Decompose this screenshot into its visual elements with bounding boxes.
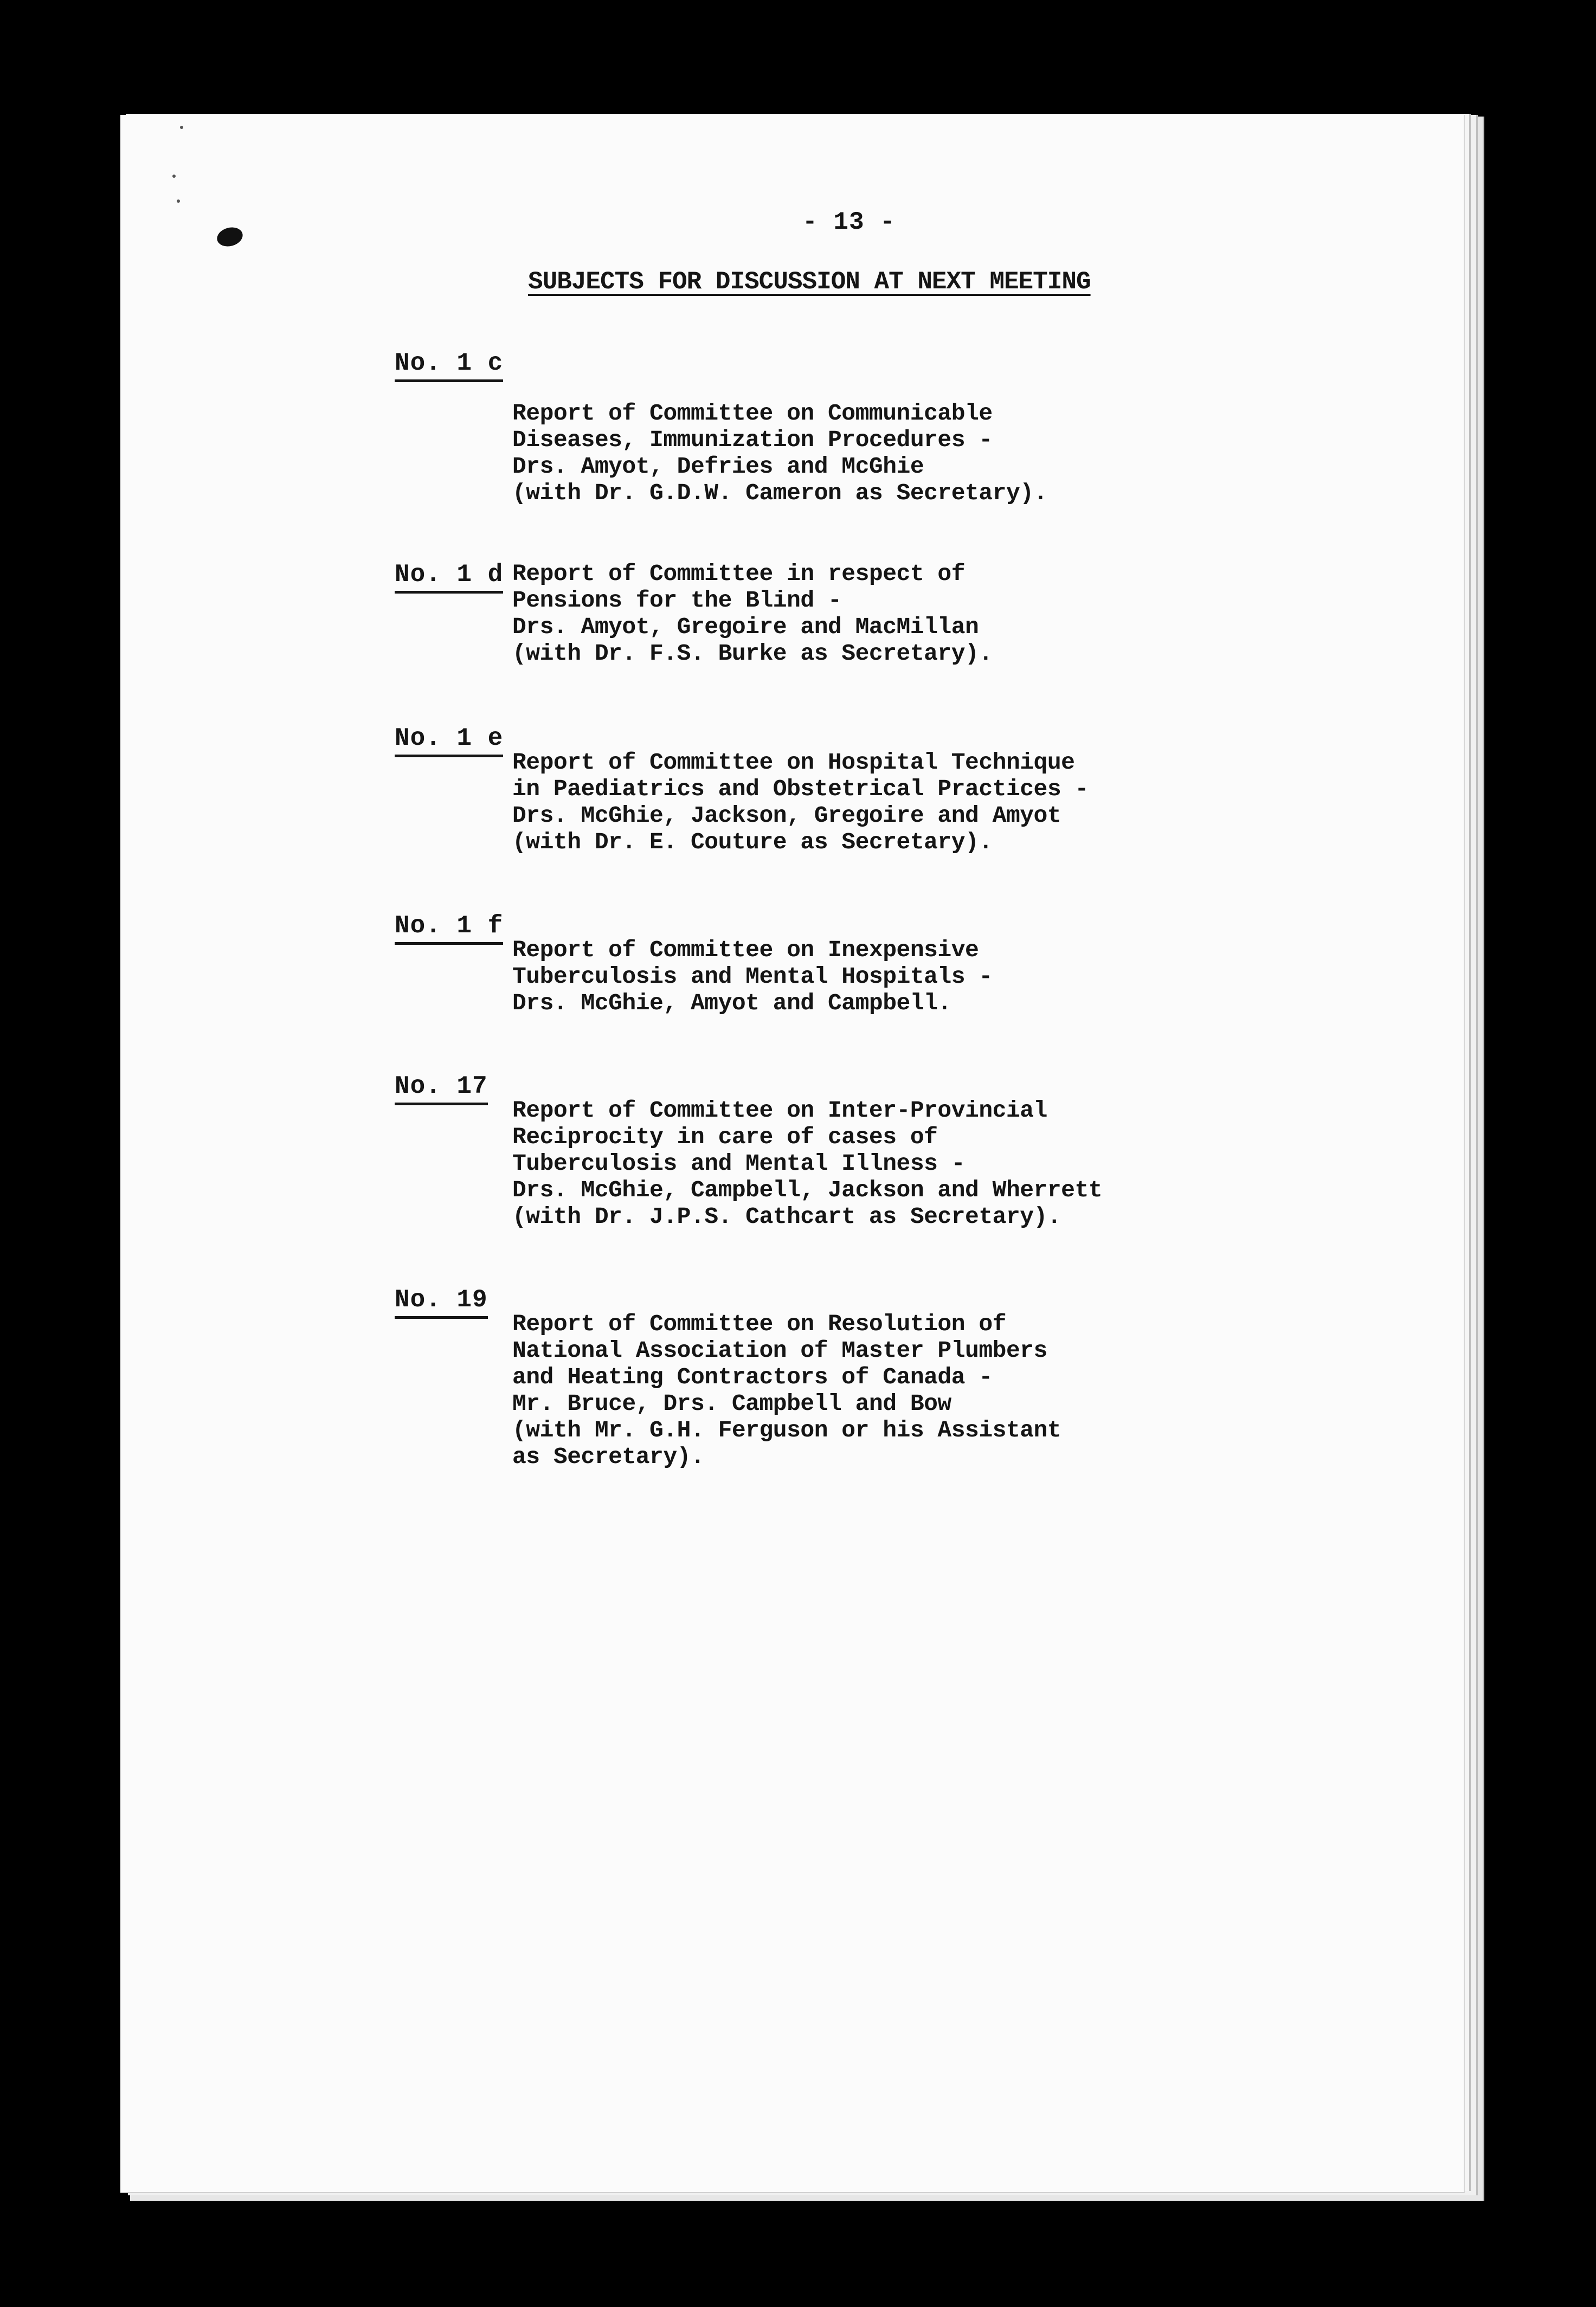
item-line: and Heating Contractors of Canada - <box>512 1364 993 1390</box>
item-line: (with Mr. G.H. Ferguson or his Assistant <box>512 1417 1061 1444</box>
item-line: Report of Committee in respect of <box>512 560 966 587</box>
paper-speck <box>180 126 183 129</box>
item-line: Drs. McGhie, Amyot and Campbell. <box>512 990 951 1016</box>
item-line: Report of Committee on Resolution of <box>512 1311 1006 1337</box>
item-line: Drs. Amyot, Gregoire and MacMillan <box>512 614 979 640</box>
item-description <box>512 749 1089 855</box>
paper-speck <box>177 199 180 203</box>
item-number: No. 1 d <box>395 560 503 594</box>
item-line: Tuberculosis and Mental Hospitals - <box>512 963 993 990</box>
item-number: No. 19 <box>395 1286 488 1319</box>
item-line: Report of Committee on Inexpensive <box>512 937 979 963</box>
item-number: No. 1 e <box>395 724 503 757</box>
item-description <box>512 1311 1061 1470</box>
item-line: Drs. McGhie, Campbell, Jackson and Wherrett <box>512 1177 1103 1203</box>
item-line: (with Dr. E. Couture as Secretary). <box>512 829 993 855</box>
item-line: (with Dr. F.S. Burke as Secretary). <box>512 640 993 667</box>
item-line: in Paediatrics and Obstetrical Practices - <box>512 776 1089 802</box>
item-number: No. 1 f <box>395 912 503 945</box>
item-line: Mr. Bruce, Drs. Campbell and Bow <box>512 1390 951 1417</box>
item-line: Report of Committee on Inter-Provincial <box>512 1097 1047 1124</box>
item-line: Report of Committee on Communicable <box>512 400 993 427</box>
item-line: Diseases, Immunization Procedures - <box>512 427 993 453</box>
item-line: Tuberculosis and Mental Illness - <box>512 1150 966 1177</box>
item-description <box>512 400 1047 506</box>
item-line: Pensions for the Blind - <box>512 587 842 614</box>
document-page <box>120 115 1465 2193</box>
item-description <box>512 1097 1102 1230</box>
item-line: Report of Committee on Hospital Technique <box>512 749 1075 776</box>
item-description <box>512 937 993 1016</box>
page-title: SUBJECTS FOR DISCUSSION AT NEXT MEETING <box>528 268 1091 296</box>
item-number: No. 17 <box>395 1072 488 1105</box>
paper-speck <box>172 175 176 178</box>
item-line: National Association of Master Plumbers <box>512 1337 1047 1364</box>
page-number: - 13 - <box>802 208 896 236</box>
item-line: (with Dr. G.D.W. Cameron as Secretary). <box>512 480 1047 506</box>
item-line: as Secretary). <box>512 1444 705 1470</box>
item-line: Reciprocity in care of cases of <box>512 1124 938 1150</box>
item-line: (with Dr. J.P.S. Cathcart as Secretary). <box>512 1203 1061 1230</box>
item-line: Drs. McGhie, Jackson, Gregoire and Amyot <box>512 802 1061 829</box>
item-number: No. 1 c <box>395 349 503 382</box>
item-line: Drs. Amyot, Defries and McGhie <box>512 453 924 480</box>
item-description <box>512 560 993 667</box>
